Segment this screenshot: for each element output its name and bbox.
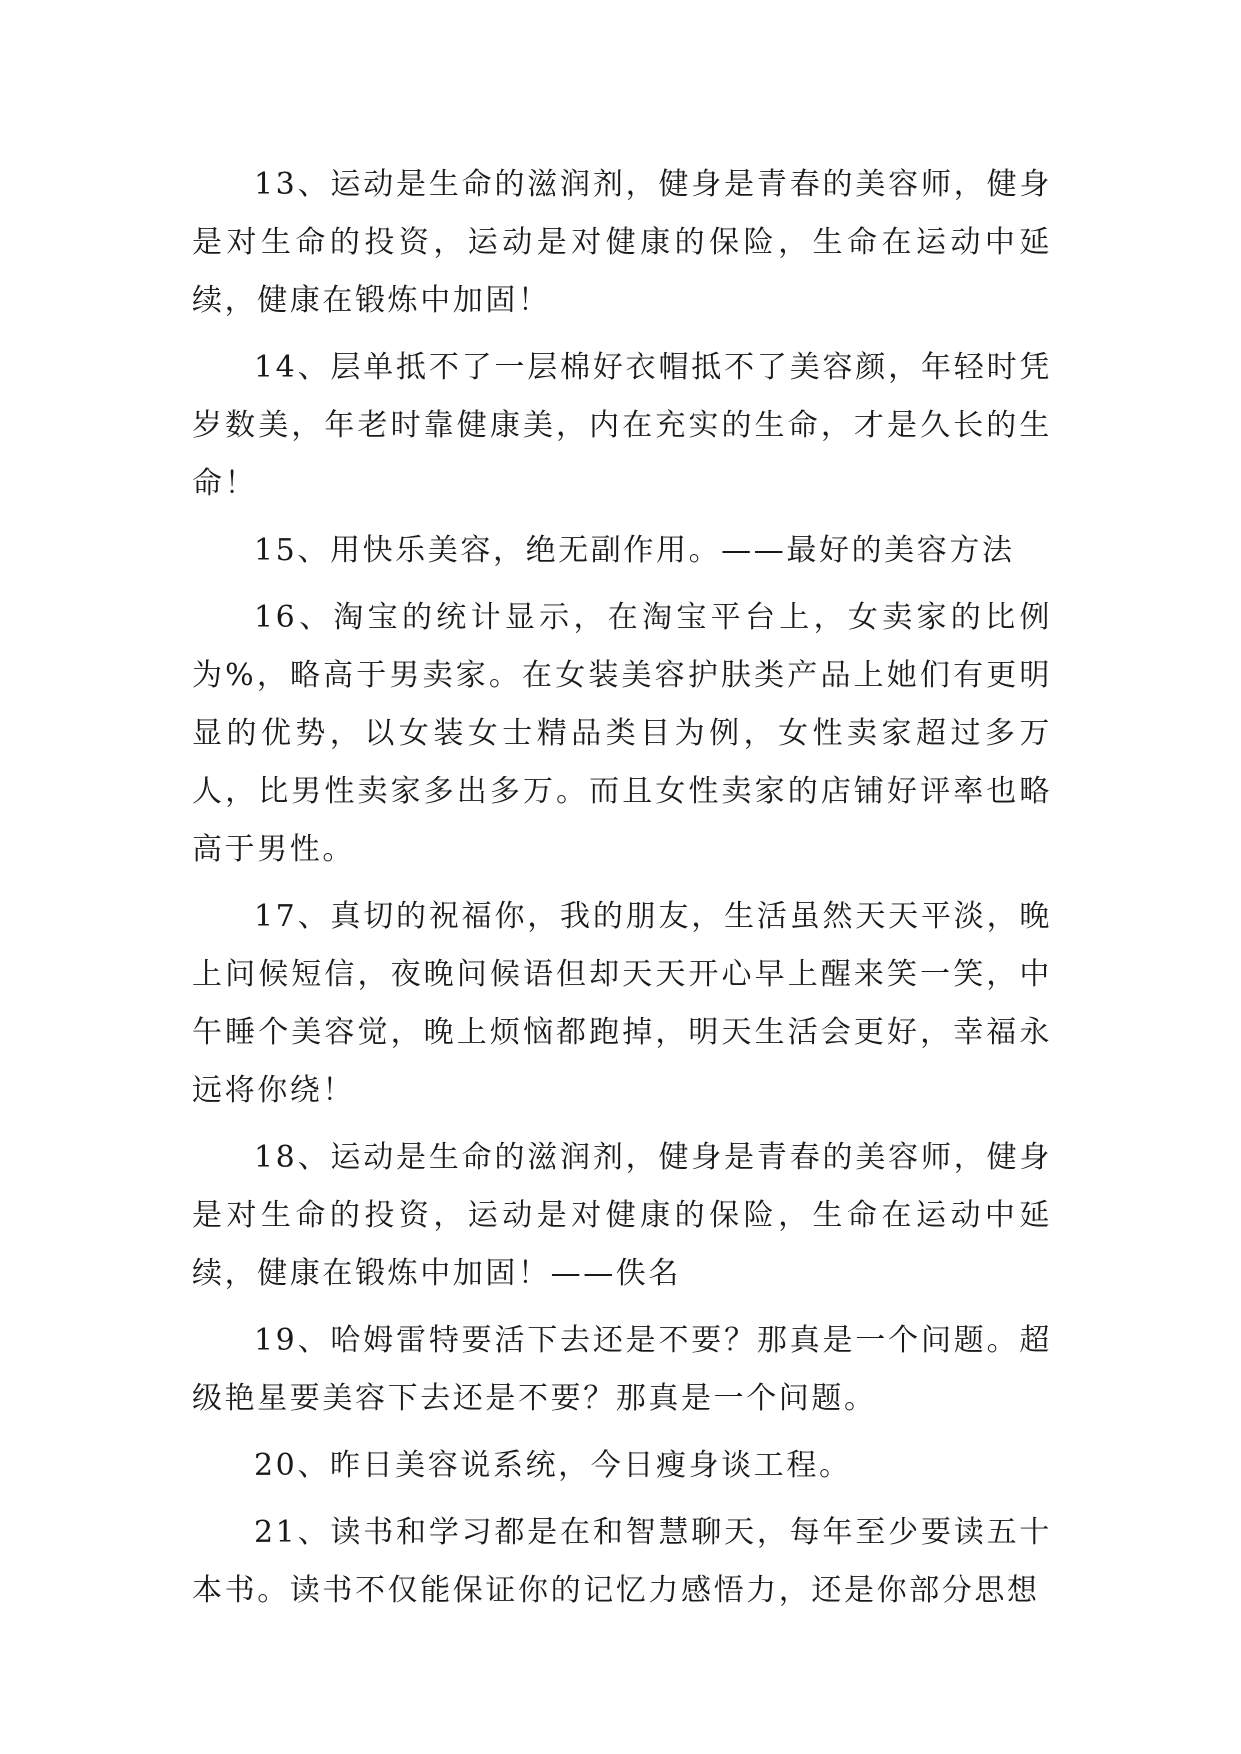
paragraph-19: 19、哈姆雷特要活下去还是不要？那真是一个问题。超级艳星要美容下去还是不要？那真是一个问题。 [192, 1323, 1052, 1416]
paragraph-20: 20、昨日美容说系统，今日瘦身谈工程。 [254, 1448, 852, 1483]
paragraph-17: 17、真切的祝福你，我的朋友，生活虽然天天平淡，晚上问候短信，夜晚问候语但却天天开心早上醒来笑一笑，中午睡个美容觉，晚上烦恼都跑掉，明天生活会更好，幸福永远将你绕！ [192, 899, 1052, 1108]
paragraph-21: 21、读书和学习都是在和智慧聊天，每年至少要读五十本书。读书不仅能保证你的记忆力感悟力，还是你部分思想 [192, 1515, 1052, 1608]
paragraph-14: 14、层单抵不了一层棉好衣帽抵不了美容颜，年轻时凭岁数美，年老时靠健康美，内在充实的生命，才是久长的生命！ [192, 350, 1052, 501]
paragraph-16: 16、淘宝的统计显示，在淘宝平台上，女卖家的比例为%，略高于男卖家。在女装美容护肤类产品上她们有更明显的优势，以女装女士精品类目为例，女性卖家超过多万人，比男性卖家多出多万。而且女性卖家的店铺好评率也略高于男性。 [192, 600, 1052, 867]
document-body [192, 156, 1052, 1629]
paragraph-13: 13、运动是生命的滋润剂，健身是青春的美容师，健身是对生命的投资，运动是对健康的保险，生命在运动中延续，健康在锻炼中加固！ [192, 167, 1052, 318]
paragraph-18: 18、运动是生命的滋润剂，健身是青春的美容师，健身是对生命的投资，运动是对健康的保险，生命在运动中延续，健康在锻炼中加固！——佚名 [192, 1140, 1052, 1291]
paragraph-15: 15、用快乐美容，绝无副作用。——最好的美容方法 [254, 533, 1015, 568]
